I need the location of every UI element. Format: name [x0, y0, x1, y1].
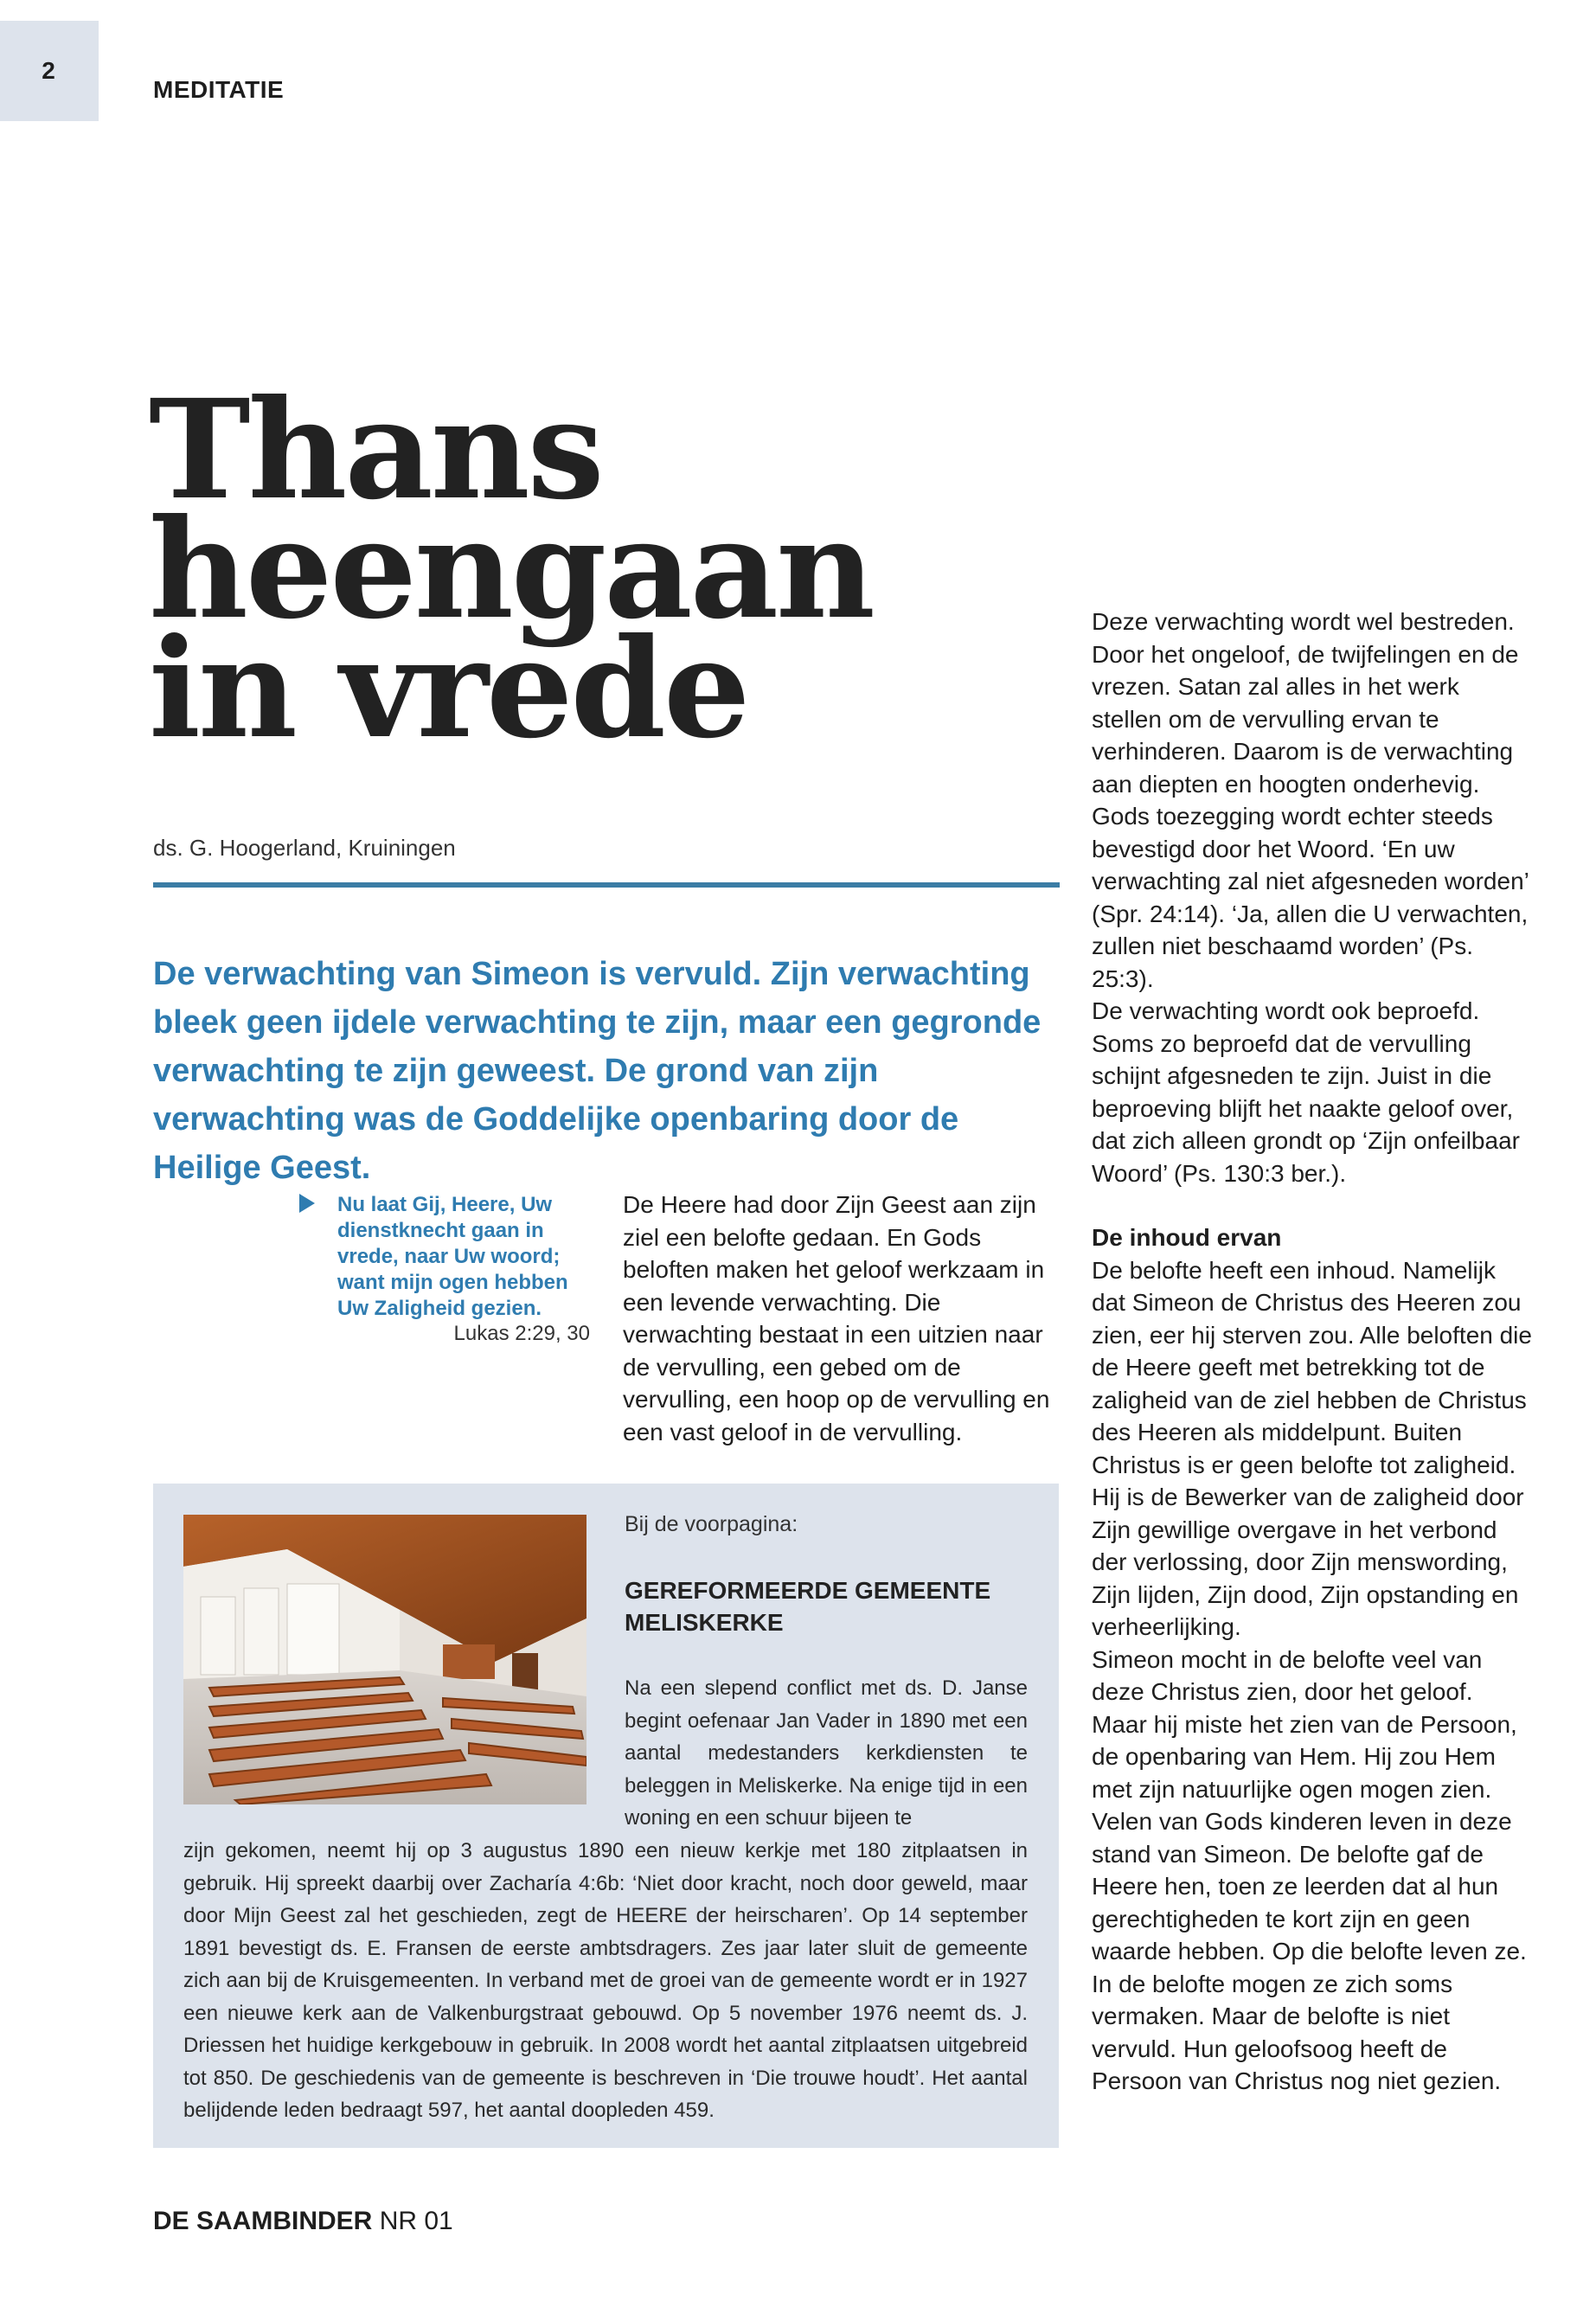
scripture-reference: Lukas 2:29, 30	[453, 1322, 590, 1345]
play-triangle-icon	[299, 1194, 315, 1213]
body-paragraph: De Heere had door Zijn Geest aan zijn ziel een belofte gedaan. En Gods beloften maken het geloof werkzaam in een levende verwachting. Die verwachting bestaat in een uitzien naar de vervulling, een gebed om de vervulling, een hoop op de vervulling en een vast geloof in de vervulling.	[623, 1191, 1050, 1445]
title-line: heengaan	[149, 490, 873, 650]
subheading: De inhoud ervan	[1092, 1224, 1282, 1251]
body-paragraph: Deze verwachting wordt wel bestreden. Door het ongeloof, de twijfelingen en de vrezen. Satan zal alles in het werk stellen om de vervulling ervan te verhinderen. Daarom is de verwachting aan diepten en hoogten onderhevig. Gods toezegging wordt echter steeds bevestigd door het Woord. ‘En uw verwachting zal niet afgesneden worden’ (Spr. 24:14). ‘Ja, allen die U verwachten, zullen niet beschaamd worden’ (Ps. 25:3).	[1092, 608, 1529, 992]
page-number-tab	[0, 21, 99, 121]
right-column	[1092, 606, 1533, 2098]
body-paragraph: De belofte heeft een inhoud. Namelijk dat Simeon de Christus des Heeren zou zien, eer hij sterven zou. Alle beloften die de Heere geeft met betrekking tot de zaligheid van de ziel hebben de Christus des Heeren als middelpunt. Buiten Christus is er geen belofte tot zaligheid. Hij is de Bewerker van de zaligheid door Zijn gewillige overgave in het verbond der verlossing, door Zijn menswording, Zijn lijden, Zijn dood, Zijn opstanding en verheerlijking.	[1092, 1256, 1532, 1640]
title-line: in vrede	[149, 609, 748, 769]
middle-column	[623, 1189, 1064, 1448]
page-number: 2	[42, 57, 55, 84]
article-title	[149, 370, 873, 769]
lead-paragraph: De verwachting van Simeon is vervuld. Zijn verwachting bleek geen ijdele verwachting te zijn, maar een gegronde verwachting te zijn geweest. De grond van zijn verwachting was de Goddelijke openbaring door de Heilige Geest.	[153, 956, 1042, 1186]
issue-number: NR 01	[379, 2207, 453, 2235]
title-line: Thans	[149, 370, 602, 530]
page-footer	[153, 2207, 453, 2236]
title-divider	[153, 882, 1060, 888]
box-text-top: Na een slepend conflict met ds. D. Janse begint oefenaar Jan Vader in 1890 met een aantal medestanders kerkdiensten te beleggen in Meliskerke. Na enige tijd in een woning en een schuur bijeen te	[625, 1676, 1028, 1830]
magazine-name: DE SAAMBINDER	[153, 2207, 373, 2235]
box-text-bottom: zijn gekomen, neemt hij op 3 augustus 1890 een nieuw kerkje met 180 zitplaatsen in gebruik. Hij spreekt daarbij over Zacharía 4:6b: ‘Niet door kracht, noch door geweld, maar door Mijn Geest zal het geschieden, zegt de HEERE der heirscharen’. Op 14 september 1891 bevestigt ds. E. Fransen de eerste ambtsdragers. Zes jaar later sluit de gemeente zich aan bij de Kruisgemeenten. In verband met de groei van de gemeente wordt er in 1927 een nieuwe kerk aan de Valkenburgstraat gebouwd. Op 5 november 1976 neemt ds. J. Driessen het huidige kerkgebouw in gebruik. In 2008 wordt het aantal zitplaatsen uitgebreid tot 850. De geschiedenis van de gemeente is beschreven in ‘Die trouwe houdt’. Het aantal belijdende leden bedraagt 597, het aantal doopleden 459.	[183, 1839, 1028, 2122]
body-paragraph: Velen van Gods kinderen leven in deze stand van Simeon. De belofte gaf de Heere hen, toen ze leerden dat al hun gerechtigheden te kort zijn en geen waarde hebben. Op die belofte leven ze. In de belofte mogen ze zich soms vermaken. Maar de belofte is niet vervuld. Hun geloofsoog heeft de Persoon van Christus nog niet gezien.	[1092, 1808, 1527, 2094]
section-label: MEDITATIE	[153, 76, 285, 103]
box-heading: GEREFORMEERDE GEMEENTE MELISKERKE	[625, 1577, 991, 1636]
box-label: Bij de voorpagina:	[625, 1512, 798, 1536]
body-paragraph: Simeon mocht in de belofte veel van deze Christus zien, door het geloof. Maar hij miste het zien van de Persoon, de openbaring van Hem. Hij zou Hem met zijn natuurlijke ogen mogen zien.	[1092, 1645, 1517, 1803]
church-interior-photo	[183, 1515, 586, 1804]
scripture-quote: Nu laat Gij, Heere, Uw dienstknecht gaan in vrede, naar Uw woord; want mijn ogen hebben Uw Zaligheid gezien.	[337, 1193, 568, 1320]
author-byline: ds. G. Hoogerland, Kruiningen	[153, 835, 456, 861]
body-paragraph: De verwachting wordt ook beproefd. Soms zo beproefd dat de vervulling schijnt afgesneden te zijn. Juist in die beproeving blijft het naakte geloof over, dat zich alleen grondt op ‘Zijn onfeilbaar Woord’ (Ps. 130:3 ber.).	[1092, 997, 1520, 1187]
